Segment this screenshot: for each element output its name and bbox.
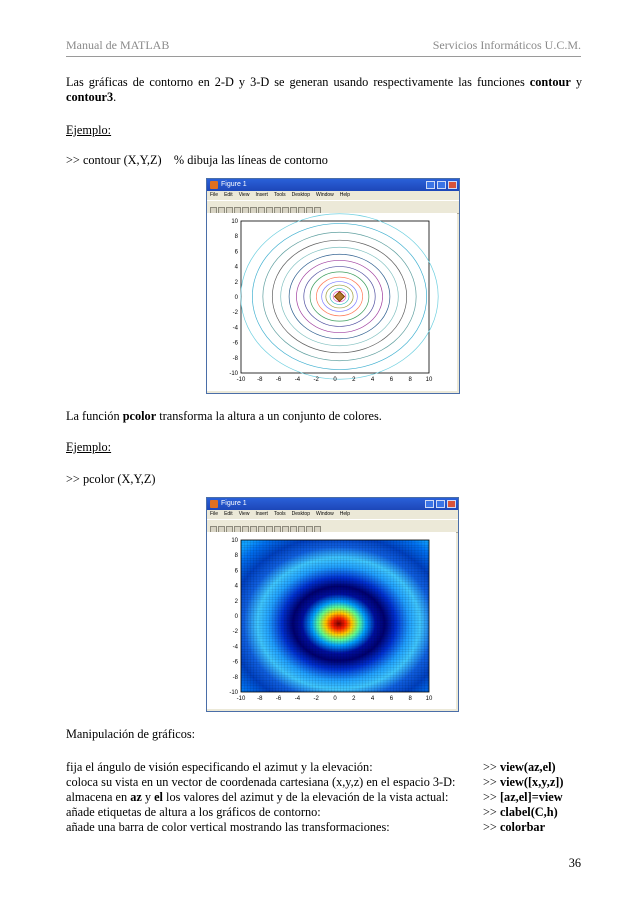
figure-menubar [207, 191, 459, 200]
y-tick-label: -2 [232, 629, 238, 636]
pcolor-command: >> pcolor (X,Y,Z) [66, 472, 156, 486]
x-tick-label: 4 [370, 377, 375, 383]
contour-plot-area [207, 213, 457, 391]
x-tick-label: -4 [294, 696, 301, 702]
pcolor-y-ticks [229, 538, 238, 696]
x-tick-label: 0 [333, 377, 337, 383]
cmd-view-xyz: >> view([x,y,z]) [483, 775, 564, 789]
y-tick-label: -10 [229, 690, 238, 696]
pcolor-grid [241, 540, 429, 692]
x-tick-label: -6 [275, 377, 282, 383]
x-tick-label: -10 [236, 377, 246, 383]
menu-view[interactable]: View [238, 192, 250, 198]
maximize-icon[interactable] [436, 500, 445, 508]
header-left: Manual de MATLAB [66, 38, 170, 52]
x-tick-label: -2 [313, 696, 319, 702]
manipulation-title: Manipulación de gráficos: [66, 727, 196, 741]
contour-x-ticks [237, 377, 433, 383]
x-tick-label: 6 [389, 377, 394, 383]
header-right: Servicios Informáticos U.C.M. [432, 38, 581, 52]
y-tick-label: 0 [234, 295, 238, 301]
figure-titlebar: Figure 1 [207, 179, 459, 191]
y-tick-label: -10 [229, 371, 238, 377]
menu-help[interactable]: Help [339, 192, 351, 198]
y-tick-label: 4 [234, 583, 238, 590]
y-tick-label: -2 [232, 310, 238, 317]
manip-desc-az-el-view: almacena en az y el los valores del azimut y de la elevación de la vista actual: [66, 790, 449, 804]
minimize-icon[interactable] [426, 181, 435, 189]
maximize-icon[interactable] [437, 181, 446, 189]
y-tick-label: 10 [231, 538, 238, 544]
menu-insert[interactable]: Insert [255, 511, 268, 517]
x-tick-label: -10 [236, 696, 246, 702]
manip-desc-view-xyz: coloca su vista en un vector de coordenada cartesiana (x,y,z) en el espacio 3-D: [66, 775, 456, 789]
y-tick-label: -8 [232, 355, 238, 362]
page-header [66, 38, 581, 57]
x-tick-label: -8 [257, 696, 263, 702]
x-tick-label: 0 [333, 696, 337, 702]
matlab-icon [210, 500, 218, 508]
x-tick-label: 10 [425, 696, 433, 702]
y-tick-label: 0 [234, 614, 238, 620]
page-number: 36 [568, 856, 581, 870]
manipulation-descriptions [66, 760, 486, 835]
y-tick-label: -4 [232, 325, 238, 332]
x-tick-label: -6 [275, 696, 282, 702]
x-tick-label: -2 [313, 377, 319, 383]
figure-window-contour [206, 178, 460, 394]
manip-desc-colorbar: añade una barra de color vertical mostrando las transformaciones: [66, 820, 390, 834]
figure-window-pcolor [206, 497, 459, 712]
x-tick-label: 10 [425, 377, 433, 383]
figure-toolbar [207, 200, 459, 214]
pcolor-fn: pcolor [122, 409, 157, 423]
x-tick-label: 2 [352, 696, 356, 702]
pcolor-plot-area [207, 532, 456, 709]
cmd-clabel: >> clabel(C,h) [483, 805, 558, 819]
pcolor-description: La función pcolor transforma la altura a un conjunto de colores. [66, 409, 382, 423]
close-icon[interactable] [447, 500, 456, 508]
figure-titlebar: Figure 1 [207, 498, 458, 510]
matlab-icon [210, 181, 218, 189]
manip-desc-clabel: añade etiquetas de altura a los gráficos de contorno: [66, 805, 321, 819]
cmd-colorbar: >> colorbar [483, 820, 546, 834]
x-tick-label: 2 [352, 377, 356, 383]
y-tick-label: -6 [232, 659, 238, 666]
x-tick-label: -4 [294, 377, 301, 383]
contour3-fn: contour3 [66, 90, 114, 104]
menu-window[interactable]: Window [315, 511, 334, 517]
menu-insert[interactable]: Insert [255, 192, 268, 198]
x-tick-label: 6 [389, 696, 394, 702]
contour-fn: contour [529, 75, 571, 89]
menu-tools[interactable]: Tools [273, 192, 286, 198]
y-tick-label: -6 [232, 340, 238, 347]
x-tick-label: 8 [408, 377, 412, 383]
y-tick-label: 6 [234, 568, 238, 575]
manip-desc-view-az-el: fija el ángulo de visión especificando el azimut y la elevación: [66, 760, 373, 774]
menu-file[interactable]: File [210, 192, 219, 198]
example-label-2: Ejemplo: [66, 440, 112, 454]
y-tick-label: 2 [234, 598, 238, 605]
menu-desktop[interactable]: Desktop [291, 511, 310, 517]
example-label-1: Ejemplo: [66, 123, 112, 137]
menu-window[interactable]: Window [315, 192, 334, 198]
menu-tools[interactable]: Tools [273, 511, 286, 517]
y-tick-label: 2 [234, 279, 238, 286]
y-tick-label: 8 [234, 553, 238, 560]
x-tick-label: 8 [408, 696, 412, 702]
close-icon[interactable] [448, 181, 457, 189]
pcolor-plot [207, 532, 456, 709]
pcolor-x-ticks [237, 696, 433, 702]
manipulation-commands [483, 760, 563, 835]
y-tick-label: -4 [232, 644, 238, 651]
menu-desktop[interactable]: Desktop [291, 192, 310, 198]
x-tick-label: 4 [370, 696, 375, 702]
figure-toolbar [207, 519, 458, 533]
y-tick-label: -8 [232, 674, 238, 681]
contour-plot [207, 213, 457, 391]
menu-file[interactable]: File [210, 511, 219, 517]
x-tick-label: -8 [257, 377, 263, 383]
menu-edit[interactable]: Edit [224, 511, 233, 517]
menu-view[interactable]: View [238, 511, 250, 517]
contour-command: >> contour (X,Y,Z) % dibuja las líneas de contorno [66, 153, 328, 167]
cmd-view-az-el: >> view(az,el) [483, 760, 556, 774]
contour-y-ticks [229, 219, 238, 377]
intro-paragraph: Las gráficas de contorno en 2-D y 3-D se generan usando respectivamente las funciones contour y contour3. [66, 75, 582, 104]
menu-edit[interactable]: Edit [224, 192, 233, 198]
minimize-icon[interactable] [425, 500, 434, 508]
menu-help[interactable]: Help [339, 511, 351, 517]
y-tick-label: 6 [234, 249, 238, 256]
y-tick-label: 10 [231, 219, 238, 225]
y-tick-label: 4 [234, 264, 238, 271]
y-tick-label: 8 [234, 234, 238, 241]
cmd-az-el-view: >> [az,el]=view [483, 790, 563, 804]
figure-menubar [207, 510, 458, 519]
